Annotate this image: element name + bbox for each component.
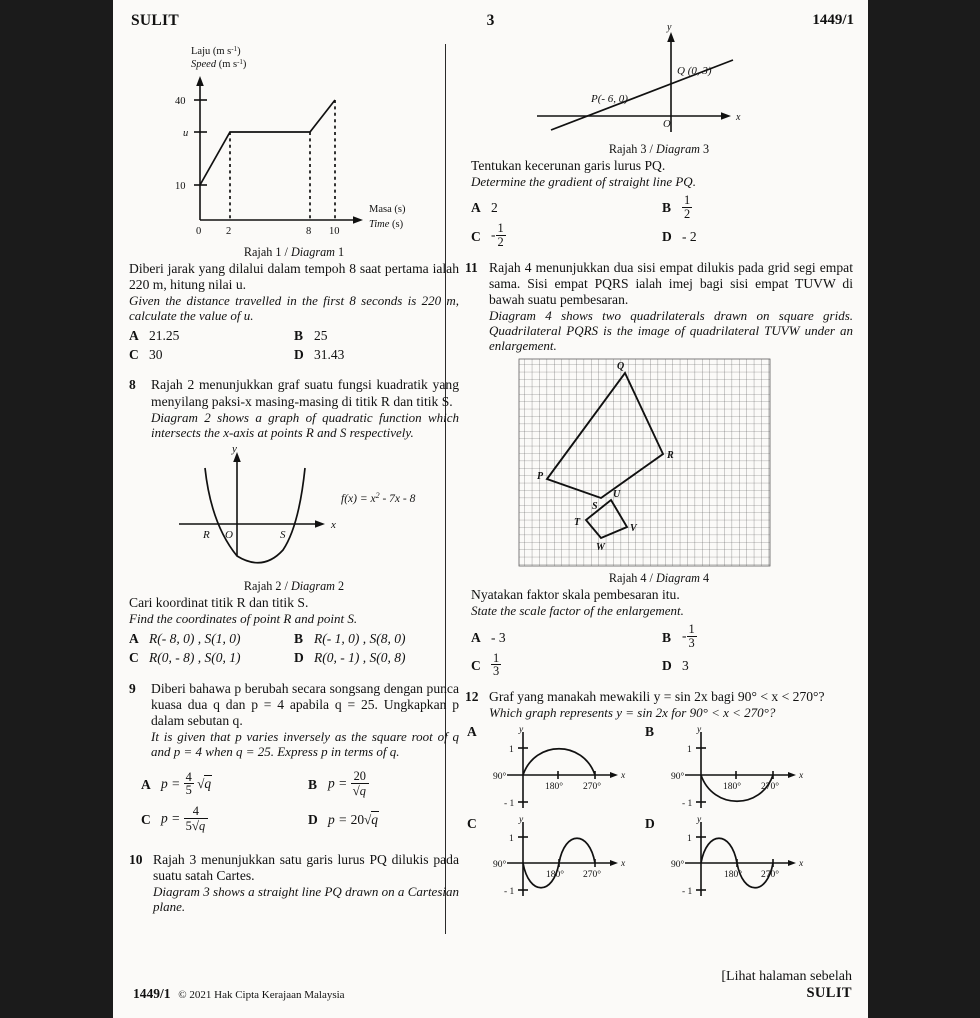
y-axis-arrow-icon [667, 32, 675, 42]
q8-option-d[interactable] [294, 648, 459, 667]
q11-option-a[interactable] [471, 624, 662, 650]
diagram-1-xtick-0: 0 [196, 226, 202, 237]
q12b-xtick-270-label: 270° [761, 781, 780, 792]
q9-option-c-numerator: 4 [192, 804, 199, 819]
q9-option-b-value [328, 771, 369, 798]
q10-option-a-label: A [471, 200, 481, 216]
diagram-4-vertex-q: Q [617, 361, 625, 373]
q10-option-b-label: B [662, 200, 672, 216]
q9-option-b[interactable] [294, 768, 459, 802]
diagram-1-ylabel-my: Laju (m $s^{-1}$) [191, 45, 241, 57]
q12d-ytick-top: 1 [687, 833, 692, 844]
q10-option-d-value: - 2 [682, 228, 697, 244]
diagram-2-function-label: $f(x) = x^2 - 7x - 8$ [341, 490, 416, 505]
q11-option-c-label: C [471, 657, 481, 673]
right-column [465, 22, 853, 904]
q12d-xtick-90: 90° [671, 859, 685, 870]
footer-copyright: © 2021 Hak Cipta Kerajaan Malaysia [178, 989, 345, 1001]
q11-option-b[interactable] [662, 624, 853, 650]
q8-option-b-label: B [294, 630, 304, 646]
q11-option-a-value: - 3 [491, 629, 506, 645]
q12-option-c-label: C [467, 815, 477, 831]
q12b-xtick-90: 90° [671, 771, 685, 782]
footer-left [133, 986, 345, 1002]
q12-option-b-label: B [645, 723, 655, 739]
q9-option-d-radical: √q [364, 811, 379, 827]
question-12 [465, 689, 853, 720]
q9-option-a-label: A [141, 776, 151, 792]
q12c-ytick-bottom: - 1 [504, 886, 515, 897]
q11-option-c-denominator: 3 [493, 664, 500, 679]
q12d-xtick-180-label: 180° [724, 869, 743, 880]
q9-option-d-radicand: q [371, 811, 379, 827]
q11-option-b-denominator: 3 [688, 636, 695, 651]
header-confidential: SULIT [131, 12, 180, 29]
q10-option-a-value: 2 [491, 200, 498, 216]
q11-option-b-value [682, 624, 697, 650]
q11-option-d[interactable] [662, 651, 853, 681]
q10-option-b[interactable] [662, 195, 853, 221]
q11-option-b-sign: - [682, 628, 687, 644]
diagram-1-xlabel-my: Masa (s) [369, 204, 406, 215]
footer-confidential: SULIT [806, 985, 852, 1001]
diagram-3-xlabel: x [736, 112, 741, 123]
q8-option-d-value: R(0, - 1) , S(0, 8) [314, 649, 406, 665]
q9-option-c-value [161, 806, 208, 833]
exam-page [113, 0, 868, 1018]
q9-option-c-coefficient: 5 [185, 818, 192, 833]
x-axis-arrow-icon [610, 860, 618, 866]
q9-options [129, 768, 459, 838]
q7-option-b-value: 25 [314, 327, 328, 343]
q9-option-b-denominator: √q [351, 783, 369, 798]
q8-prompt-my: Cari koordinat titik R dan titik S. [129, 594, 309, 610]
q7-option-c-label: C [129, 346, 139, 362]
q7-text-my: Diberi jarak yang dilalui dalam tempoh 8 saat pertama ialah 220 m, hitung nilai u. [129, 261, 459, 293]
diagram-4-vertex-v: V [630, 523, 637, 535]
q12-number: 12 [465, 688, 479, 704]
diagram-1-ytick-10: 10 [175, 181, 186, 192]
q11-option-d-value: 3 [682, 657, 689, 673]
diagram-2-ylabel: y [232, 442, 237, 455]
q9-number: 9 [129, 681, 136, 697]
q12a-ytick-bottom: - 1 [504, 798, 515, 809]
q10-number: 10 [129, 851, 143, 867]
q9-option-a-radicand: q [204, 775, 212, 791]
q11-option-b-label: B [662, 629, 672, 645]
q12c-xtick-270-label: 270° [583, 869, 602, 880]
q12a-xtick-270-label: 270° [583, 781, 602, 792]
q11-number: 11 [465, 259, 478, 275]
q12d-ytick-bottom: - 1 [682, 886, 693, 897]
diagram-1-ylabel-en: Speed (m $s^{-1}$) [191, 58, 247, 70]
q12-option-c[interactable] [467, 816, 658, 904]
q10-option-c-fraction [496, 222, 506, 248]
q10-option-c-value [491, 223, 506, 249]
q11-text-my: Rajah 4 menunjukkan dua sisi empat dilukis pada grid segi empat sama. Sisi empat PQRS ialah imej bagi sisi empat TUVW di bawah suatu pembesaran. [489, 259, 853, 307]
q12c-ytick-top: 1 [509, 833, 514, 844]
q11-options [465, 624, 853, 680]
q11-option-c[interactable] [471, 651, 662, 681]
q9-option-a-fraction [184, 771, 194, 797]
q12-text-en: Which graph represents y = sin 2x for 90° < x < 270°? [489, 704, 776, 720]
q12a-ytick-top: 1 [509, 744, 514, 755]
q11-text-en: Diagram 4 shows two quadrilaterals drawn on square grids. Quadrilateral PQRS is the image of quadrilateral TUVW under an enlargement. [489, 307, 853, 354]
q8-option-a-value: R(- 8, 0) , S(1, 0) [149, 630, 241, 646]
q12c-ylabel: y [519, 814, 524, 825]
q7-option-c[interactable] [129, 345, 294, 364]
diagram-2-caption: Rajah 2 / Diagram 2 [243, 578, 345, 593]
q7-option-b[interactable] [294, 326, 459, 345]
diagram-3-point-q-label: Q (0, 3) [677, 65, 712, 77]
q12d-xlabel: x [799, 858, 804, 869]
q9-option-d-coefficient: 20 [350, 811, 365, 827]
diagram-1-speed-time [143, 42, 443, 242]
q10-option-a[interactable] [471, 195, 662, 221]
q12d-xtick-270-label: 270° [761, 869, 780, 880]
q10-option-b-denominator: 2 [684, 206, 691, 221]
q9-option-c-fraction [184, 805, 209, 832]
footer-paper-code: 1449/1 [133, 986, 171, 1001]
q8-option-b-value: R(- 1, 0) , S(8, 0) [314, 630, 406, 646]
diagram-1-ytick-u: u [183, 128, 189, 139]
question-9 [129, 681, 459, 760]
diagram-3-caption: Rajah 3 / Diagram 3 [608, 142, 710, 156]
q8-options [129, 629, 459, 667]
q11-prompt-en: State the scale factor of the enlargement. [471, 603, 684, 619]
diagram-4-vertex-u: U [613, 489, 621, 501]
q12c-xtick-90: 90° [493, 859, 507, 870]
diagram-1-ytick-40: 40 [175, 96, 186, 107]
x-axis-arrow-icon [788, 860, 796, 866]
diagram-4-vertex-w: W [596, 542, 605, 554]
q8-text-my: Rajah 2 menunjukkan graf suatu fungsi kuadratik yang menyilang paksi-x masing-masing di titik R dan titik S. [151, 377, 459, 409]
q10-option-b-fraction [682, 194, 692, 220]
q12-option-b[interactable] [645, 724, 836, 816]
page-number: 3 [486, 12, 495, 29]
q7-option-d[interactable] [294, 345, 459, 364]
q9-option-c-denominator: 5√q [184, 818, 209, 833]
diagram-4-enlargement [517, 357, 779, 569]
q9-option-c[interactable] [129, 802, 294, 838]
q12c-xtick-180-label: 180° [546, 869, 565, 880]
q9-text-en: It is given that p varies inversely as the square root of q and p = 4 when q = 25. Express p in terms of q. [151, 729, 459, 760]
diagram-1-caption: Rajah 1 / Diagram 1 [243, 245, 345, 259]
q10-option-c-denominator: 2 [497, 235, 504, 250]
q9-option-a[interactable] [129, 768, 294, 802]
q7-options [129, 326, 459, 364]
q10-option-c-numerator: 1 [497, 221, 504, 236]
q12a-sine-curve [523, 749, 595, 775]
diagram-2-quadratic [159, 442, 429, 571]
q12-option-d-label: D [645, 815, 655, 831]
diagram-2-point-r: R [203, 528, 210, 541]
q12a-xtick-180-label: 180° [545, 781, 564, 792]
q12b-xlabel: x [799, 770, 804, 781]
q8-option-d-label: D [294, 649, 304, 665]
diagram-4-vertex-p: P [537, 471, 544, 483]
q12c-xlabel: x [621, 858, 626, 869]
q7-text-en: Given the distance travelled in the first 8 seconds is 220 m, calculate the value of u. [129, 293, 459, 324]
q7-option-d-value: 31.43 [314, 346, 345, 362]
q10-option-b-value [682, 195, 692, 221]
x-axis-arrow-icon [788, 772, 796, 778]
diagram-4-vertex-r: R [667, 450, 674, 462]
diagram-1-xtick-8: 8 [306, 226, 312, 237]
diagram-2-point-s: S [280, 528, 286, 541]
q11-option-d-label: D [662, 657, 672, 673]
q9-option-c-label: C [141, 811, 151, 827]
q8-option-b[interactable] [294, 629, 459, 648]
q9-option-d-lhs: p = [328, 811, 348, 827]
q12-option-d[interactable] [645, 816, 836, 904]
q9-option-c-lhs: p = [161, 810, 181, 826]
q12b-ylabel: y [697, 724, 702, 735]
q9-option-b-label: B [308, 776, 318, 792]
q7-option-c-value: 30 [149, 346, 163, 362]
q7-option-d-label: D [294, 346, 304, 362]
q11-prompt-my: Nyatakan faktor skala pembesaran itu. [471, 587, 680, 603]
q10-option-c-sign: - [491, 227, 496, 243]
q9-option-b-lhs: p = [328, 775, 348, 791]
q8-text-en: Diagram 2 shows a graph of quadratic function which intersects the x-axis at points R and S respectively. [151, 409, 459, 440]
q10-option-d[interactable] [662, 222, 853, 252]
left-column [129, 40, 459, 918]
q8-option-c-label: C [129, 649, 139, 665]
q9-option-a-radical: √q [197, 775, 212, 791]
y-axis-arrow-icon [196, 76, 204, 86]
paper-code: 1449/1 [812, 12, 854, 28]
q7-option-b-label: B [294, 327, 304, 343]
q12a-xtick-90: 90° [493, 771, 507, 782]
q9-option-d[interactable] [294, 802, 459, 838]
question-11 [465, 260, 853, 354]
q9-option-a-numerator: 4 [185, 769, 192, 784]
q12-option-a[interactable] [467, 724, 658, 816]
x-axis-arrow-icon [721, 112, 731, 120]
q8-number: 8 [129, 377, 136, 393]
footer-right [721, 969, 852, 1002]
question-10 [129, 852, 459, 914]
square-grid [519, 359, 770, 566]
q10-option-d-label: D [662, 228, 672, 244]
q9-option-c-radicand: q [198, 818, 206, 833]
x-axis-arrow-icon [610, 772, 618, 778]
q9-option-a-denominator: 5 [185, 783, 192, 798]
diagram-2-xlabel: x [331, 518, 336, 531]
q9-option-d-label: D [308, 811, 318, 827]
question-8 [129, 377, 459, 439]
q9-option-a-lhs: p = [161, 775, 181, 791]
q11-option-c-fraction [491, 652, 501, 678]
q8-option-a[interactable] [129, 629, 294, 648]
q8-prompt-en: Find the coordinates of point R and point S. [129, 610, 358, 626]
q11-option-b-numerator: 1 [688, 622, 695, 637]
q9-option-b-fraction [351, 770, 369, 797]
diagram-4-caption: Rajah 4 / Diagram 4 [608, 571, 710, 586]
diagram-1-xtick-2: 2 [226, 226, 232, 237]
q12b-ytick-bottom: - 1 [682, 798, 693, 809]
q10-prompt-my: Tentukan kecerunan garis lurus PQ. [471, 158, 666, 173]
q10-option-c-label: C [471, 228, 481, 244]
diagram-2-origin: O [225, 528, 233, 541]
q8-option-c[interactable] [129, 648, 294, 667]
q10-text-my: Rajah 3 menunjukkan satu garis lurus PQ dilukis pada suatu satah Cartes. [153, 851, 459, 883]
diagram-1-xtick-10: 10 [329, 226, 340, 237]
diagram-3-straight-line [475, 24, 805, 142]
q12b-ytick-top: 1 [687, 744, 692, 755]
q9-option-d-value [328, 812, 379, 828]
diagram-1-xlabel-en: Time (s) [369, 219, 404, 230]
q10-options [465, 195, 853, 251]
q11-option-c-numerator: 1 [493, 650, 500, 665]
q11-option-c-value [491, 650, 501, 679]
q11-option-b-fraction [687, 623, 697, 649]
q10-option-c[interactable] [471, 222, 662, 252]
q10-text-en: Diagram 3 shows a straight line PQ drawn on a Cartesian plane. [153, 883, 459, 914]
diagram-3-point-p-label: P(- 6, 0) [591, 93, 628, 105]
q12-option-a-label: A [467, 723, 477, 739]
q8-option-c-value: R(0, - 8) , S(0, 1) [149, 649, 241, 665]
q7-option-a-value: 21.25 [149, 327, 180, 343]
q12-text-my: Graf yang manakah mewakili y = sin 2x bagi 90° < x < 270°? [489, 688, 825, 704]
diagram-3-origin-label: O [663, 119, 671, 130]
x-axis-arrow-icon [353, 216, 363, 224]
q12d-ylabel: y [697, 814, 702, 825]
q10-option-b-numerator: 1 [684, 193, 691, 208]
q12a-xlabel: x [621, 770, 626, 781]
diagram-1-plot-line [200, 100, 335, 185]
q12-graph-options [465, 724, 853, 904]
q9-option-b-radicand: q [359, 783, 366, 798]
x-axis-arrow-icon [315, 520, 325, 528]
q9-text-my: Diberi bahawa p berubah secara songsang dengan punca kuasa dua q dan p = 4 apabila q = 25. Ungkapkan p dalam sebutan q. [151, 681, 459, 729]
q11-option-a-label: A [471, 629, 481, 645]
diagram-4-vertex-t: T [574, 517, 581, 529]
q12b-xtick-180-label: 180° [723, 781, 742, 792]
q7-option-a-label: A [129, 327, 139, 343]
footer-turn-over: [Lihat halaman sebelah [721, 969, 852, 984]
diagram-4-vertex-s: S [592, 501, 598, 513]
diagram-2-parabola [205, 468, 305, 563]
q12a-ylabel: y [519, 724, 524, 735]
q9-option-a-value [161, 769, 212, 798]
q8-option-a-label: A [129, 630, 139, 646]
diagram-3-ylabel: y [667, 22, 672, 33]
q7-option-a[interactable] [129, 326, 294, 345]
q9-option-b-numerator: 20 [353, 769, 366, 784]
q10-prompt-en: Determine the gradient of straight line PQ. [471, 174, 696, 190]
